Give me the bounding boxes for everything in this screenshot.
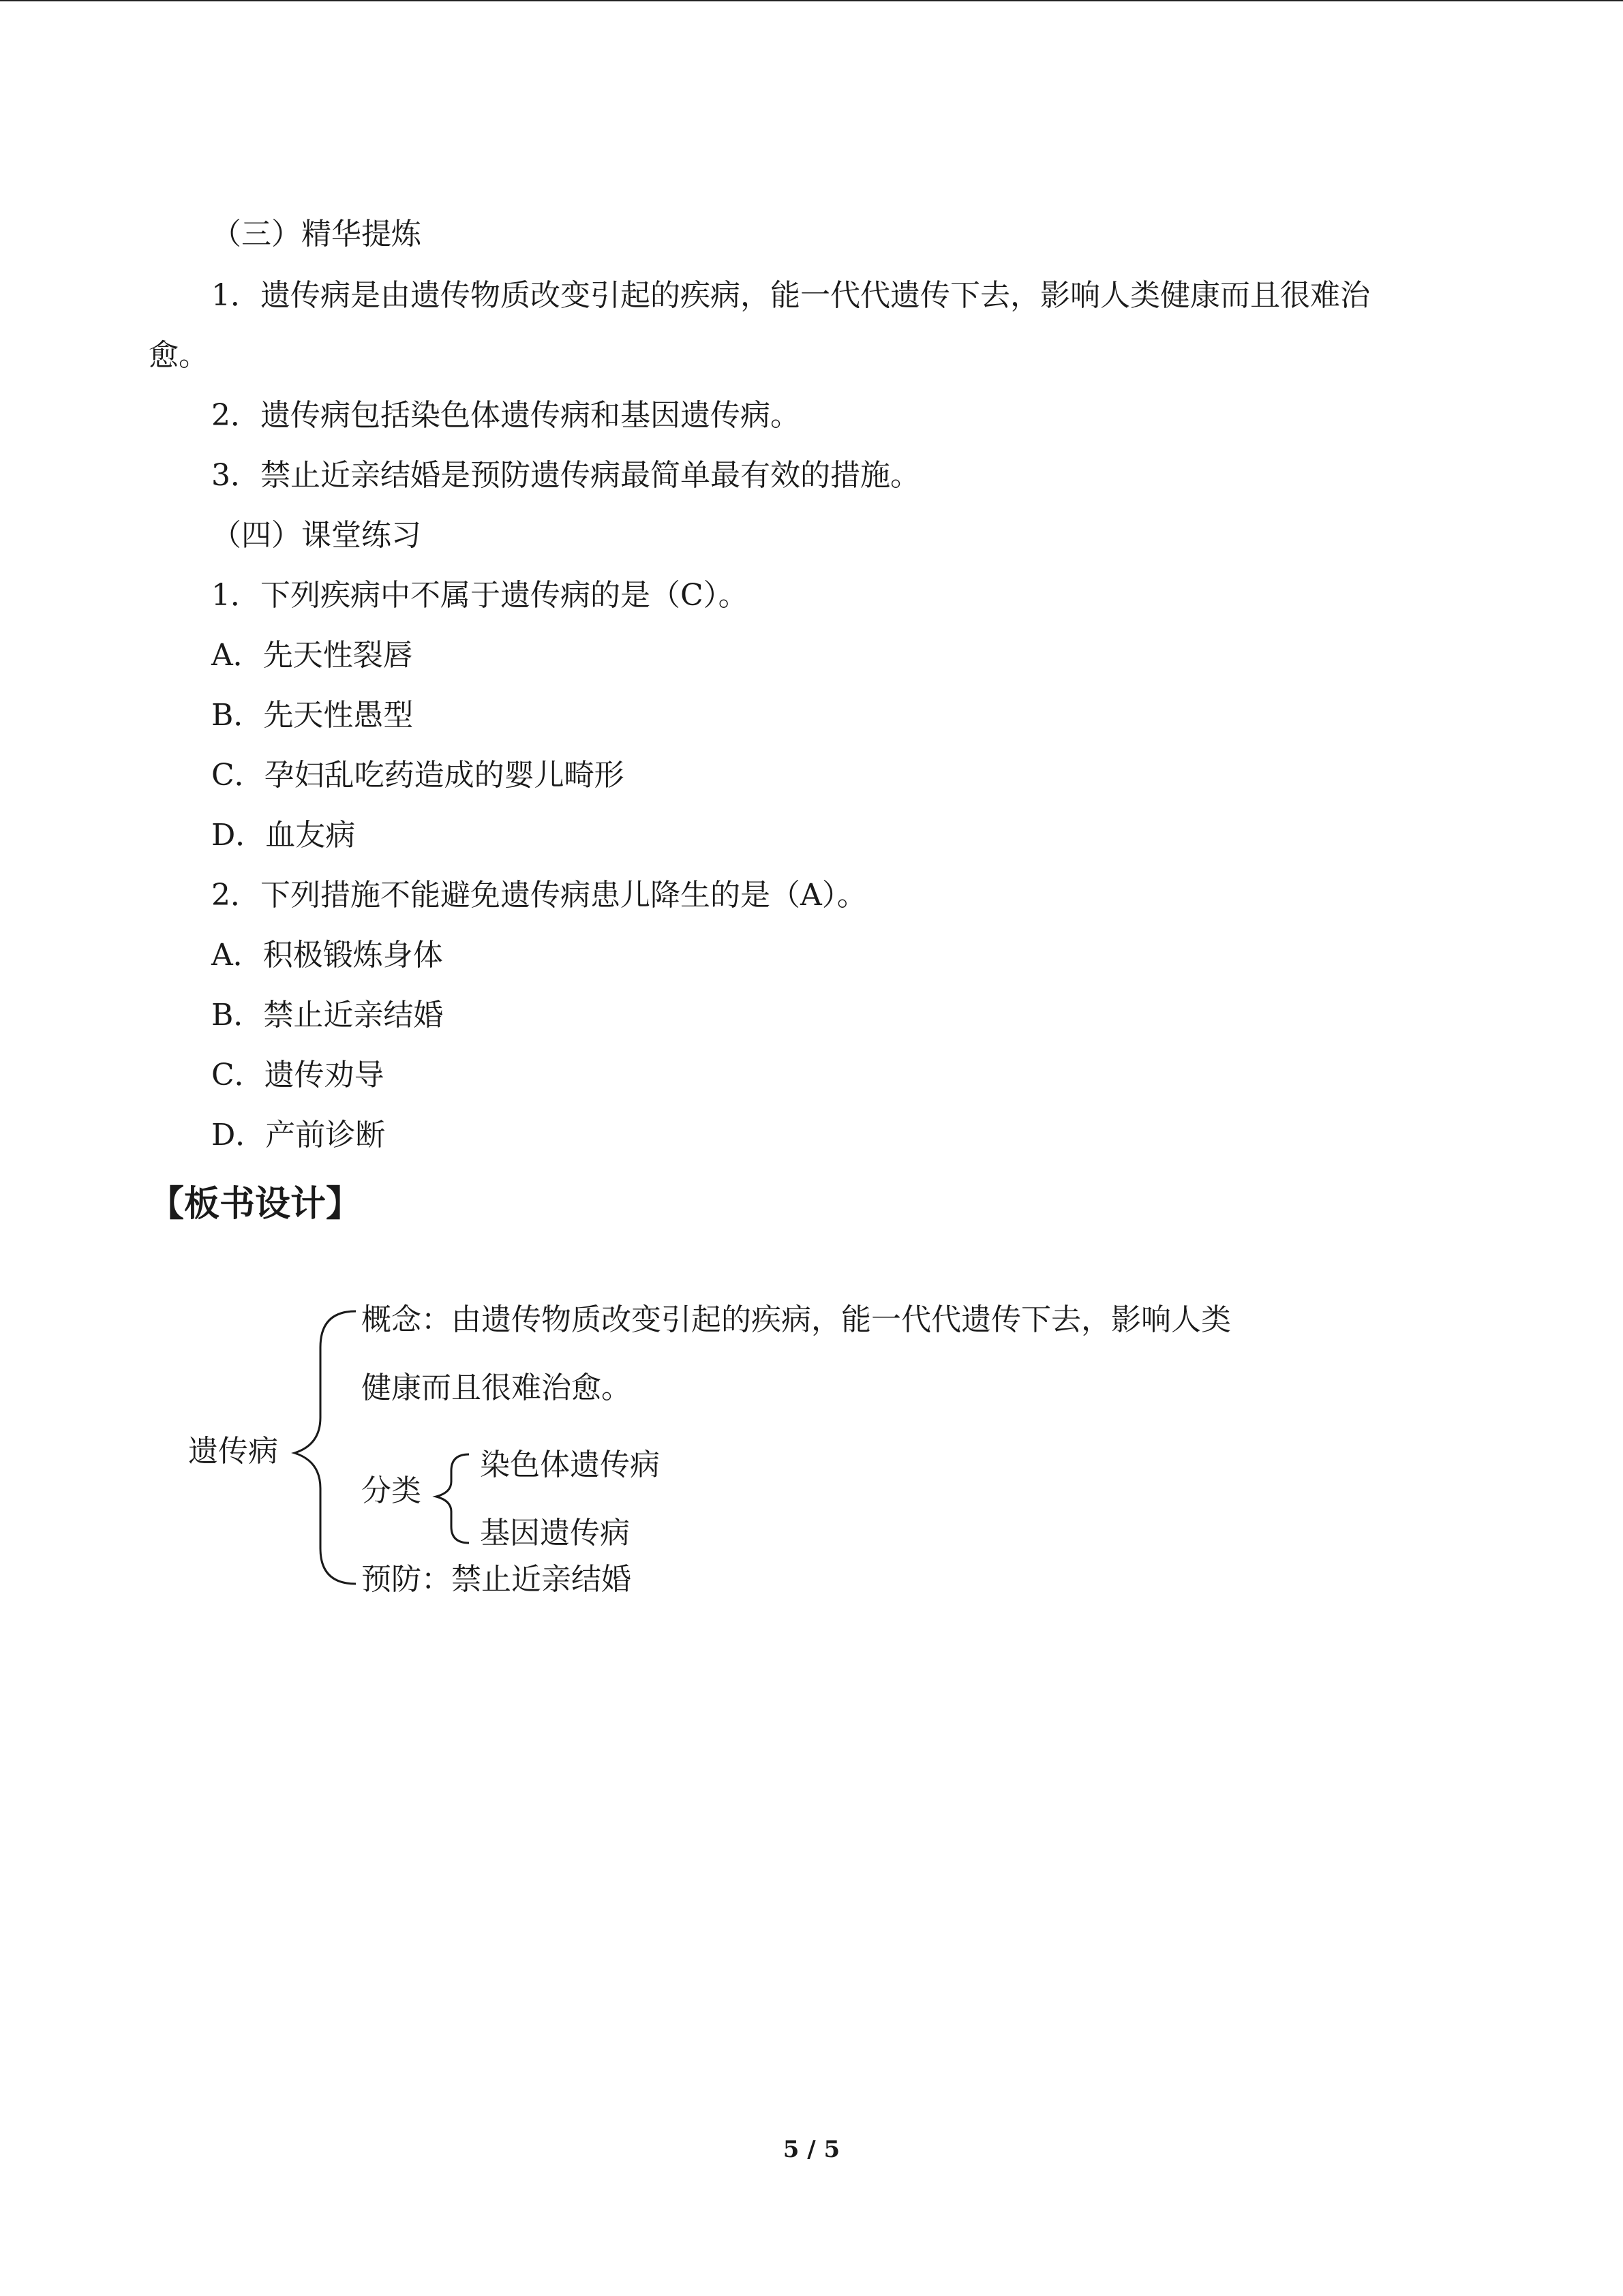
board-concept-line-2: 健康而且很难治愈。 (361, 1371, 631, 1405)
question-2: 2．下列措施不能避免遗传病患儿降生的是（A）。 (211, 878, 867, 913)
essence-point-1-continued: 愈。 (149, 338, 209, 373)
board-concept-line-1: 概念：由遗传物质改变引起的疾病，能一代代遗传下去，影响人类 (361, 1302, 1231, 1337)
question-2-option-c: C．遗传劝导 (211, 1058, 384, 1092)
question-1-option-a: A．先天性裂唇 (211, 638, 413, 673)
question-2-option-d: D．产前诊断 (211, 1118, 386, 1152)
section-heading-essence: （三）精华提炼 (211, 217, 421, 251)
board-category-item-chromosome: 染色体遗传病 (480, 1448, 660, 1482)
board-prevention: 预防：禁止近亲结婚 (361, 1562, 631, 1597)
section-heading-exercise: （四）课堂练习 (211, 518, 421, 553)
essence-point-3: 3．禁止近亲结婚是预防遗传病最简单最有效的措施。 (211, 458, 920, 493)
board-category-item-gene: 基因遗传病 (480, 1516, 630, 1550)
essence-point-1: 1．遗传病是由遗传物质改变引起的疾病，能一代代遗传下去，影响人类健康而且很难治 (211, 278, 1370, 313)
essence-point-2: 2．遗传病包括染色体遗传病和基因遗传病。 (211, 398, 800, 433)
question-2-option-b: B．禁止近亲结婚 (211, 998, 444, 1032)
question-2-option-a: A．积极锻炼身体 (211, 938, 443, 973)
board-design-heading: 【板书设计】 (149, 1184, 362, 1225)
main-brace (294, 1311, 356, 1584)
page-number: 5 / 5 (783, 2136, 840, 2163)
question-1: 1．下列疾病中不属于遗传病的是（C）。 (211, 578, 748, 613)
board-root-label: 遗传病 (188, 1434, 278, 1469)
question-1-option-d: D．血友病 (211, 818, 356, 853)
category-brace (436, 1454, 469, 1543)
board-category-label: 分类 (361, 1473, 421, 1508)
question-1-option-b: B．先天性愚型 (211, 698, 414, 733)
question-1-option-c: C．孕妇乱吃药造成的婴儿畸形 (211, 758, 624, 793)
